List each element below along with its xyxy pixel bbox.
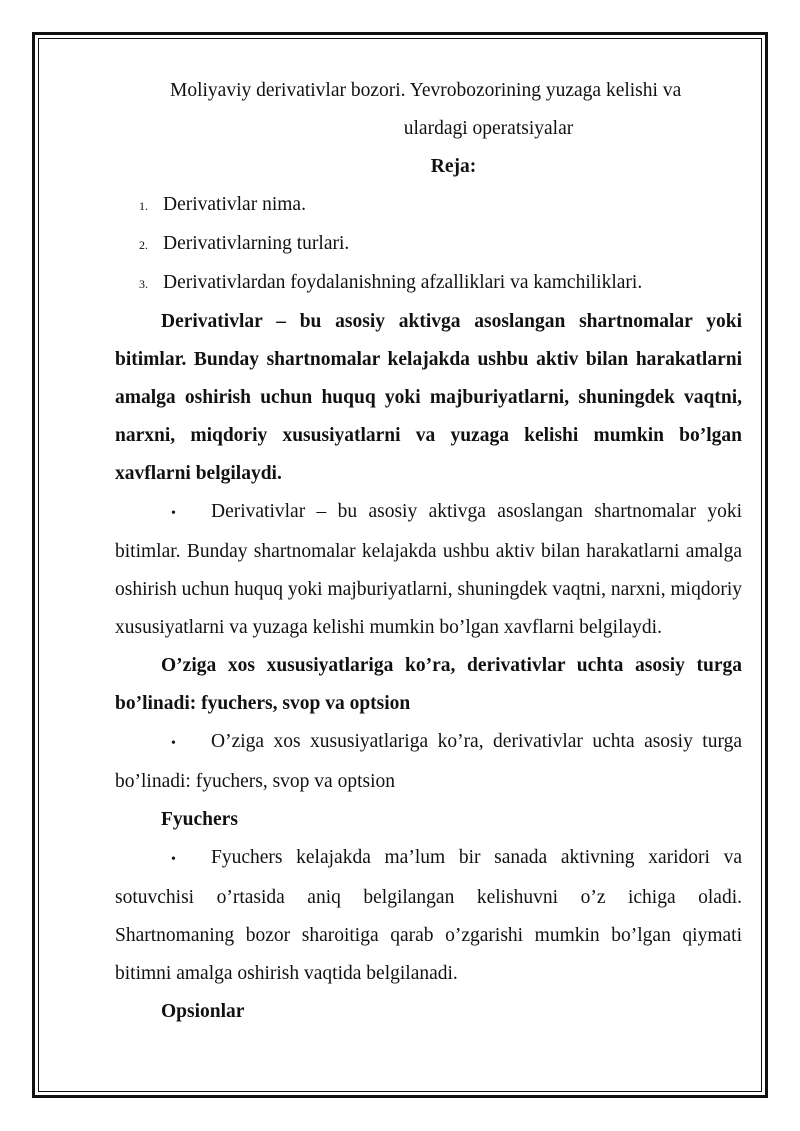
definition-bullet-paragraph (115, 493, 742, 647)
document-content (115, 72, 742, 1031)
plan-item-text: Derivativlar nima. (163, 194, 306, 215)
futures-heading: Fyuchers (161, 809, 238, 830)
types-bold-paragraph: O’ziga xos xususiyatlariga ko’ra, derivativlar uchta asosiy turga bo’linadi: fyuchers, svop va optsion (115, 655, 742, 714)
title-line-1: Moliyaviy derivativlar bozori. Yevrobozorining yuzaga kelishi va (170, 80, 682, 101)
plan-item-text: Derivativlardan foydalanishning afzalliklari va kamchiliklari. (163, 272, 643, 293)
types-bullet-paragraph (115, 723, 742, 801)
plan-item-number: 1. (139, 199, 148, 213)
plan-item-text: Derivativlarning turlari. (163, 233, 350, 254)
options-heading: Opsionlar (161, 1001, 245, 1022)
futures-bullet-paragraph (115, 839, 742, 993)
types-bullet-text: O’ziga xos xususiyatlariga ko’ra, derivativlar uchta asosiy turga bo’linadi: fyuchers, svop va optsion (115, 731, 742, 792)
bullet-icon: • (171, 506, 176, 521)
plan-item-number: 3. (139, 277, 148, 291)
plan-item (115, 264, 742, 303)
bullet-icon: • (171, 852, 176, 867)
plan-heading: Reja: (430, 156, 477, 177)
plan-list (115, 186, 742, 303)
futures-bullet-text: Fyuchers kelajakda ma’lum bir sanada aktivning xaridori va sotuvchisi o’rtasida aniq belgilangan kelishuvni o’z ichiga oladi. Shartnomaning bozor sharoitiga qarab o’zgarishi mumkin bo’lgan qiymati bitimni amalga oshirish vaqtida belgilanadi. (115, 847, 742, 984)
definition-bullet-text: Derivativlar – bu asosiy aktivga asoslangan shartnomalar yoki bitimlar. Bunday shartnomalar kelajakda ushbu aktiv bilan harakatlarni amalga oshirish uchun huquq yoki majburiyatlarni, shuningdek vaqtni, narxni, miqdoriy xususiyatlarni va yuzaga kelishi mumkin bo’lgan xavflarni belgilaydi. (115, 501, 742, 638)
title-line-2: ulardagi operatsiyalar (403, 118, 574, 139)
plan-item (115, 225, 742, 264)
plan-item-number: 2. (139, 238, 148, 252)
plan-item (115, 186, 742, 225)
document-title (115, 72, 742, 148)
definition-bold-paragraph: Derivativlar – bu asosiy aktivga asoslangan shartnomalar yoki bitimlar. Bunday shartnomalar kelajakda ushbu aktiv bilan harakatlarni amalga oshirish uchun huquq yoki majburiyatlarni, shuningdek vaqtni, narxni, miqdoriy xususiyatlarni va yuzaga kelishi mumkin bo’lgan xavflarni belgilaydi. (115, 311, 742, 484)
bullet-icon: • (171, 736, 176, 751)
